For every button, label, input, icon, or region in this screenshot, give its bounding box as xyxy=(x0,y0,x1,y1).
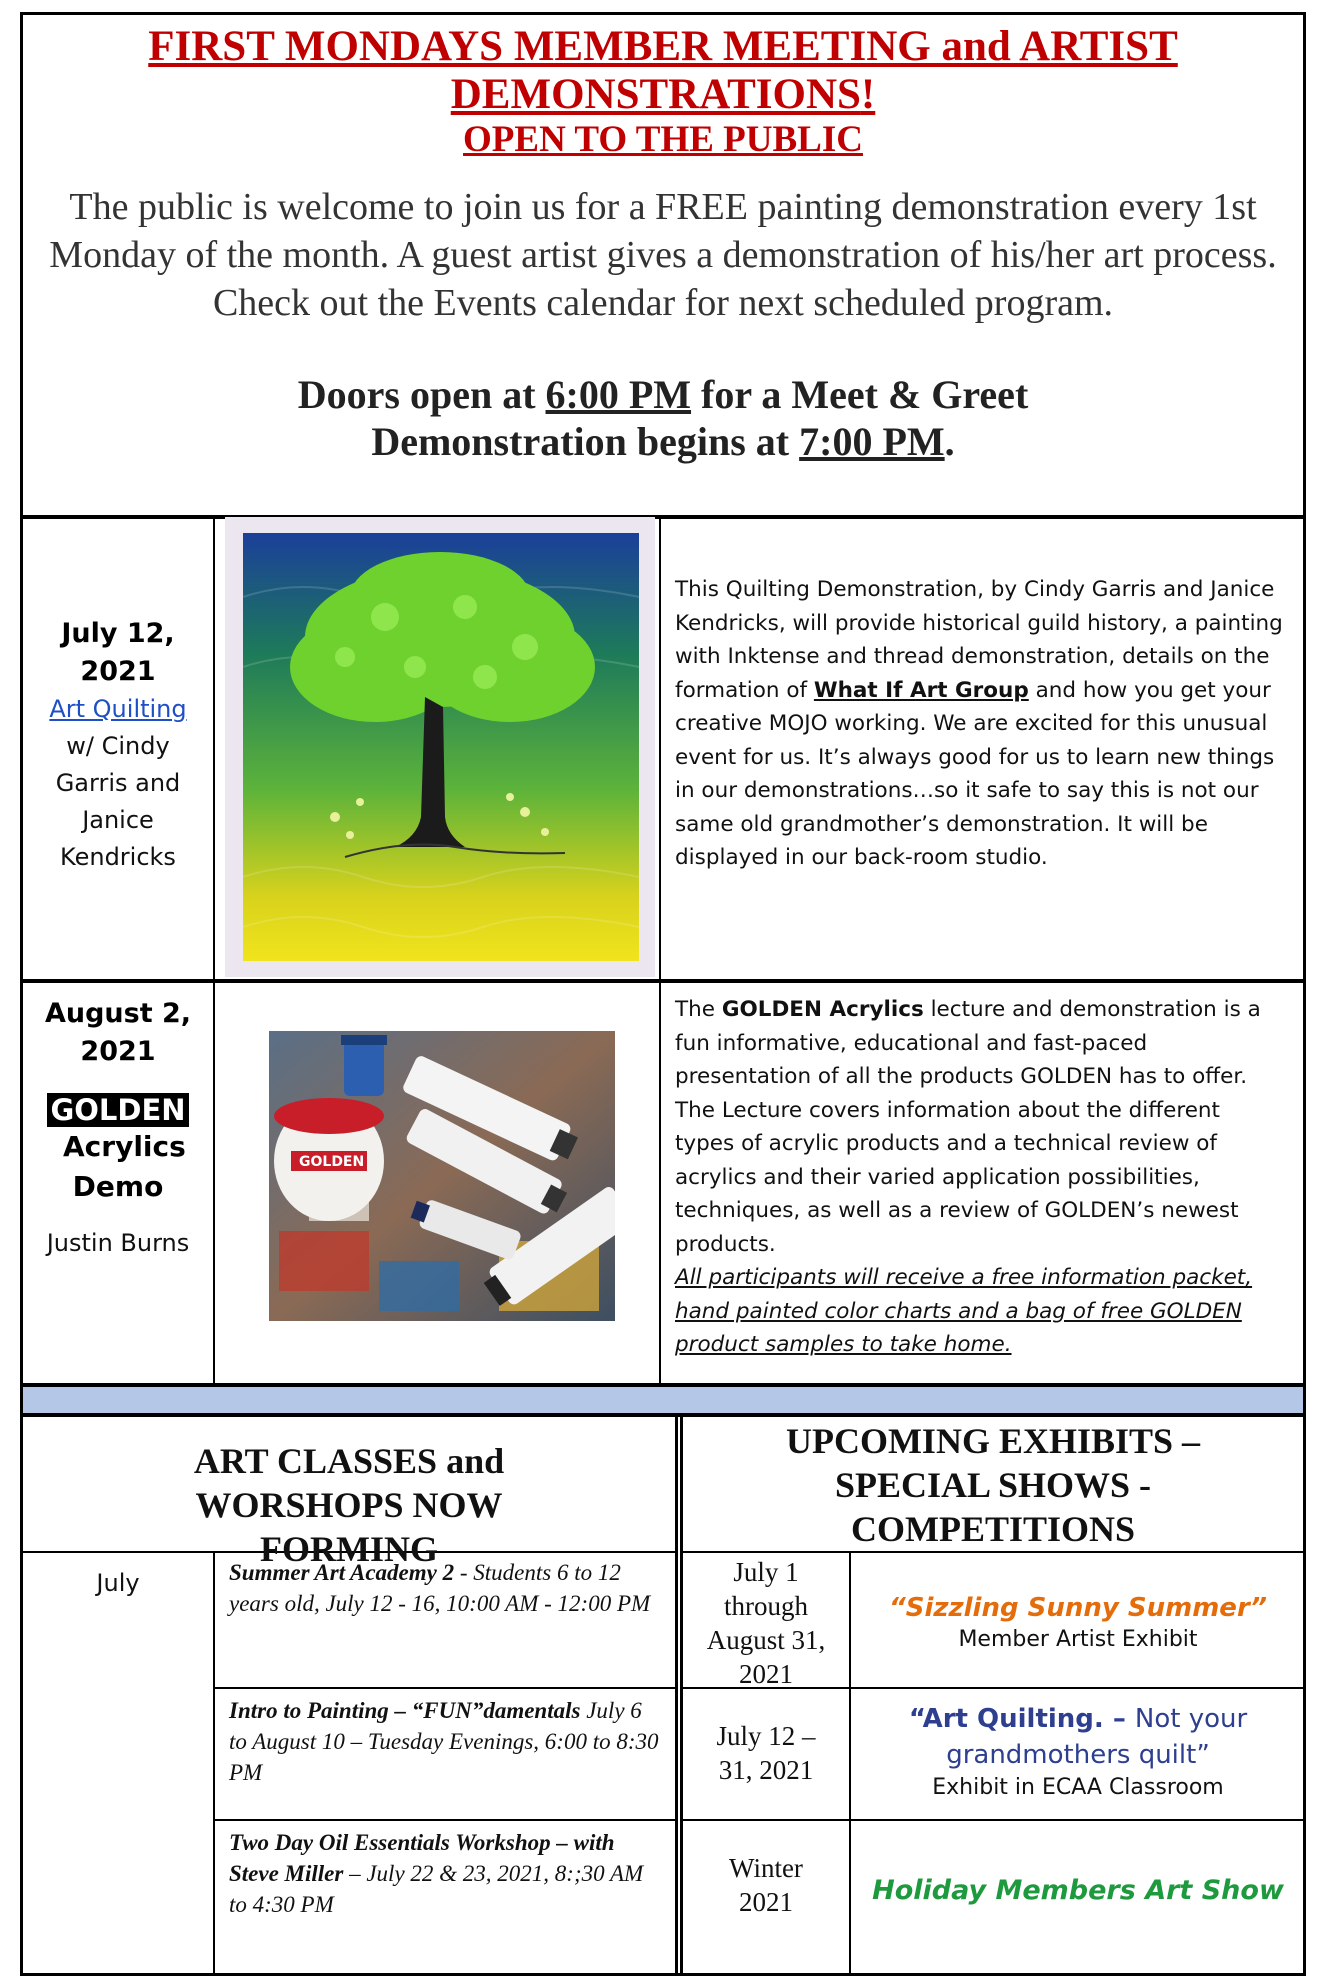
what-if-art-group-link[interactable]: What If Art Group xyxy=(813,677,1029,703)
column-divider xyxy=(675,1417,683,1973)
event-row-july xyxy=(23,515,1303,983)
class-item: Two Day Oil Essentials Workshop – with Steve Miller – July 22 & 23, 2021, 8:;30 AM to 4:30 PM xyxy=(229,1830,644,1917)
acrylic-paint-image xyxy=(269,1031,615,1321)
blue-divider-band xyxy=(23,1387,1303,1417)
exhibit-subtitle: Exhibit in ECAA Classroom xyxy=(932,1775,1224,1800)
demo-time: 7:00 PM xyxy=(799,419,945,464)
event-date: July 12, 2021 xyxy=(61,618,175,687)
page-subtitle: OPEN TO THE PUBLIC xyxy=(463,119,863,160)
event-date: August 2, 2021 xyxy=(44,998,192,1067)
doors-time: 6:00 PM xyxy=(545,372,692,417)
intro-text: The public is welcome to join us for a FREE painting demonstration every 1st Monday of the month. A guest artist gives a demonstration of his/her art process. Check out the Events calendar for next scheduled program. xyxy=(49,186,1277,324)
exhibit-date: July 1 through August 31, 2021 xyxy=(683,1551,851,1687)
classes-month-cell xyxy=(23,1551,215,1973)
exhibits-heading: UPCOMING EXHIBITS – SPECIAL SHOWS - COMPETITIONS xyxy=(683,1417,1303,1553)
exhibit-item xyxy=(853,1701,1303,1800)
exhibit-item xyxy=(853,1875,1303,1906)
exhibit-date: Winter 2021 xyxy=(683,1821,851,1973)
flyer-page xyxy=(20,12,1306,1976)
event-description-cell xyxy=(661,515,1303,979)
participant-note: All participants will receive a free information packet, hand painted color charts and a bag of free GOLDEN product samples to take home. xyxy=(675,1265,1253,1357)
event-date-cell xyxy=(23,515,215,979)
event-description: This Quilting Demonstration, by Cindy Garris and Janice Kendricks, will provide historical guild history, a painting with Inktense and thread demonstration, details on the formation of What If Art Group and how you get your creative MOJO working. We are excited for this unusual event for us. It’s always good for us to learn new things in our demonstrations…so it safe to say this is not our same old grandmother’s demonstration. It will be displayed in our back-room studio. xyxy=(675,577,1283,870)
doors-info: Doors open at 6:00 PM for a Meet & Greet Demonstration begins at 7:00 PM. xyxy=(297,372,1029,464)
exhibit-subtitle: Member Artist Exhibit xyxy=(958,1627,1198,1652)
classes-heading: ART CLASSES and WORSHOPS NOW FORMING xyxy=(23,1417,675,1553)
event-description: The GOLDEN Acrylics lecture and demonstration is a fun informative, educational and fast-paced presentation of all the products GOLDEN has to offer. The Lecture covers information about the different types of acrylic products and a technical review of acrylics and their varied application possibilities, techniques, as well as a review of GOLDEN’s newest products. All participants will receive a free information packet, hand painted color charts and a bag of free GOLDEN product samples to take home. xyxy=(675,997,1261,1357)
exhibit-title: “Sizzling Sunny Summer” xyxy=(888,1593,1267,1623)
exhibit-title: Holiday Members Art Show xyxy=(872,1875,1284,1906)
header-section xyxy=(23,15,1303,519)
event-image-cell xyxy=(215,515,661,979)
exhibit-item xyxy=(853,1593,1303,1652)
quilt-tree-image xyxy=(225,517,655,977)
event-image-cell xyxy=(215,983,661,1383)
bottom-section xyxy=(23,1417,1303,1973)
event-row-august xyxy=(23,983,1303,1387)
event-date-cell xyxy=(23,983,215,1383)
exhibit-title: “Art Quilting. – Not your grandmothers quilt” xyxy=(908,1704,1248,1770)
exhibit-date: July 12 – 31, 2021 xyxy=(683,1689,851,1819)
event-presenter: Justin Burns xyxy=(46,1229,190,1257)
jar-label: GOLDEN xyxy=(299,1154,365,1170)
class-item: Intro to Painting – “FUN”damentals July 6 to August 10 – Tuesday Evenings, 6:00 to 8:30 PM xyxy=(229,1698,659,1785)
art-quilting-link[interactable]: Art Quilting xyxy=(49,695,187,723)
event-description-cell xyxy=(661,983,1303,1383)
classes-month: July xyxy=(96,1569,140,1597)
golden-badge: GOLDEN xyxy=(47,1093,188,1127)
class-item: Summer Art Academy 2 - Students 6 to 12 years old, July 12 - 16, 10:00 AM - 12:00 PM xyxy=(229,1560,651,1616)
page-title: FIRST MONDAYS MEMBER MEETING and ARTIST DEMONSTRATIONS! xyxy=(148,23,1178,118)
event-title: Acrylics Demo xyxy=(63,1130,186,1203)
event-presenters: w/ Cindy Garris and Janice Kendricks xyxy=(55,732,181,871)
